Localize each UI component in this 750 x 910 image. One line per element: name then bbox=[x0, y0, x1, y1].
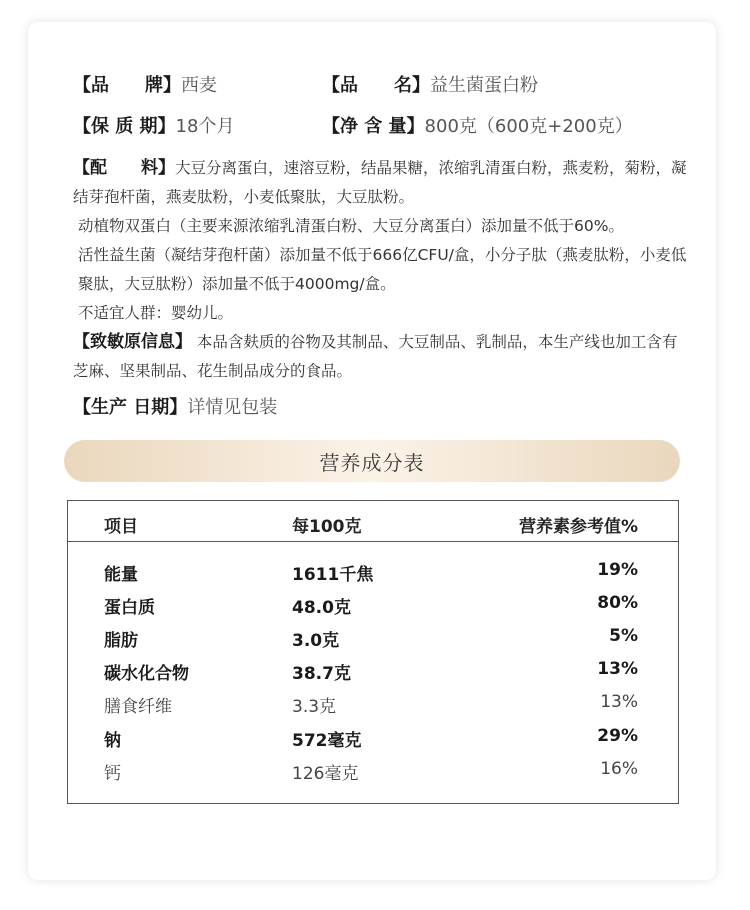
allergen-block bbox=[73, 328, 683, 386]
header-nrv: 营养素参考值% bbox=[518, 517, 638, 537]
production-date-label: 【生产 日期】 bbox=[73, 397, 188, 418]
protein-note: 动植物双蛋白（主要来源浓缩乳清蛋白粉、大豆分离蛋白）添加量不低于60%。 bbox=[78, 217, 624, 235]
row-nrv: 13% bbox=[600, 692, 638, 712]
shelf-life-label: 【保 质 期】 bbox=[73, 116, 176, 137]
net-content-value: 800克（600克+200克） bbox=[424, 116, 633, 137]
row-nrv: 16% bbox=[600, 759, 638, 779]
row-item: 能量 bbox=[104, 565, 138, 585]
table-row bbox=[68, 590, 678, 620]
row-item: 钠 bbox=[104, 731, 121, 751]
nutrition-title: 营养成分表 bbox=[319, 450, 425, 475]
allergen-text: 本品含麸质的谷物及其制品、大豆制品、乳制品，本生产线也加工含有芝麻、坚果制品、花生制品成分的食品。 bbox=[73, 333, 678, 380]
header-per-100g: 每100克 bbox=[292, 517, 362, 537]
product-name-row bbox=[322, 73, 538, 99]
probiotic-note: 活性益生菌（凝结芽孢杆菌）添加量不低于666亿CFU/盒，小分子肽（燕麦肽粉，小麦低聚肽，大豆肽粉）添加量不低于4000mg/盒。 bbox=[78, 246, 687, 293]
brand-row bbox=[73, 73, 217, 99]
ingredients-text: 大豆分离蛋白，速溶豆粉，结晶果糖，浓缩乳清蛋白粉，燕麦粉，菊粉，凝结芽孢杆菌，燕麦肽粉，小麦低聚肽，大豆肽粉。 bbox=[73, 159, 687, 206]
row-amount: 572毫克 bbox=[292, 731, 362, 751]
production-date-value: 详情见包装 bbox=[187, 397, 278, 418]
header-item: 项目 bbox=[104, 517, 138, 537]
row-amount: 3.0克 bbox=[292, 631, 340, 651]
shelf-life-value: 18个月 bbox=[175, 116, 235, 137]
row-nrv: 5% bbox=[609, 626, 638, 646]
row-item: 蛋白质 bbox=[104, 598, 155, 618]
row-nrv: 29% bbox=[597, 726, 638, 746]
brand-label: 【品 牌】 bbox=[73, 75, 181, 96]
row-item: 碳水化合物 bbox=[104, 664, 189, 684]
row-amount: 126毫克 bbox=[292, 764, 359, 784]
product-name-label: 【品 名】 bbox=[322, 75, 430, 96]
row-item: 脂肪 bbox=[104, 631, 138, 651]
row-amount: 3.3克 bbox=[292, 697, 337, 717]
table-row bbox=[68, 557, 678, 587]
product-name-value: 益生菌蛋白粉 bbox=[430, 75, 538, 96]
table-row bbox=[68, 656, 678, 686]
net-content-label: 【净 含 量】 bbox=[322, 116, 425, 137]
table-row bbox=[68, 756, 678, 786]
row-amount: 48.0克 bbox=[292, 598, 351, 618]
table-row bbox=[68, 689, 678, 719]
shelf-life-row bbox=[73, 114, 234, 140]
allergen-label: 【致敏原信息】 bbox=[73, 332, 192, 352]
table-row bbox=[68, 623, 678, 653]
row-amount: 1611千焦 bbox=[292, 565, 374, 585]
ingredients-block bbox=[73, 154, 698, 212]
nutrition-title-banner bbox=[64, 440, 680, 482]
row-nrv: 80% bbox=[597, 593, 638, 613]
unsuitable-note: 不适宜人群：婴幼儿。 bbox=[78, 304, 234, 322]
table-row bbox=[68, 723, 678, 753]
production-date-row bbox=[73, 395, 277, 421]
nutrition-table bbox=[67, 500, 679, 804]
row-nrv: 19% bbox=[597, 560, 638, 580]
row-item: 膳食纤维 bbox=[104, 697, 172, 717]
row-item: 钙 bbox=[104, 764, 121, 784]
net-content-row bbox=[322, 114, 633, 140]
brand-value: 西麦 bbox=[181, 75, 217, 96]
table-header bbox=[68, 501, 678, 542]
row-amount: 38.7克 bbox=[292, 664, 351, 684]
ingredients-label: 【配 料】 bbox=[73, 158, 175, 178]
row-nrv: 13% bbox=[597, 659, 638, 679]
